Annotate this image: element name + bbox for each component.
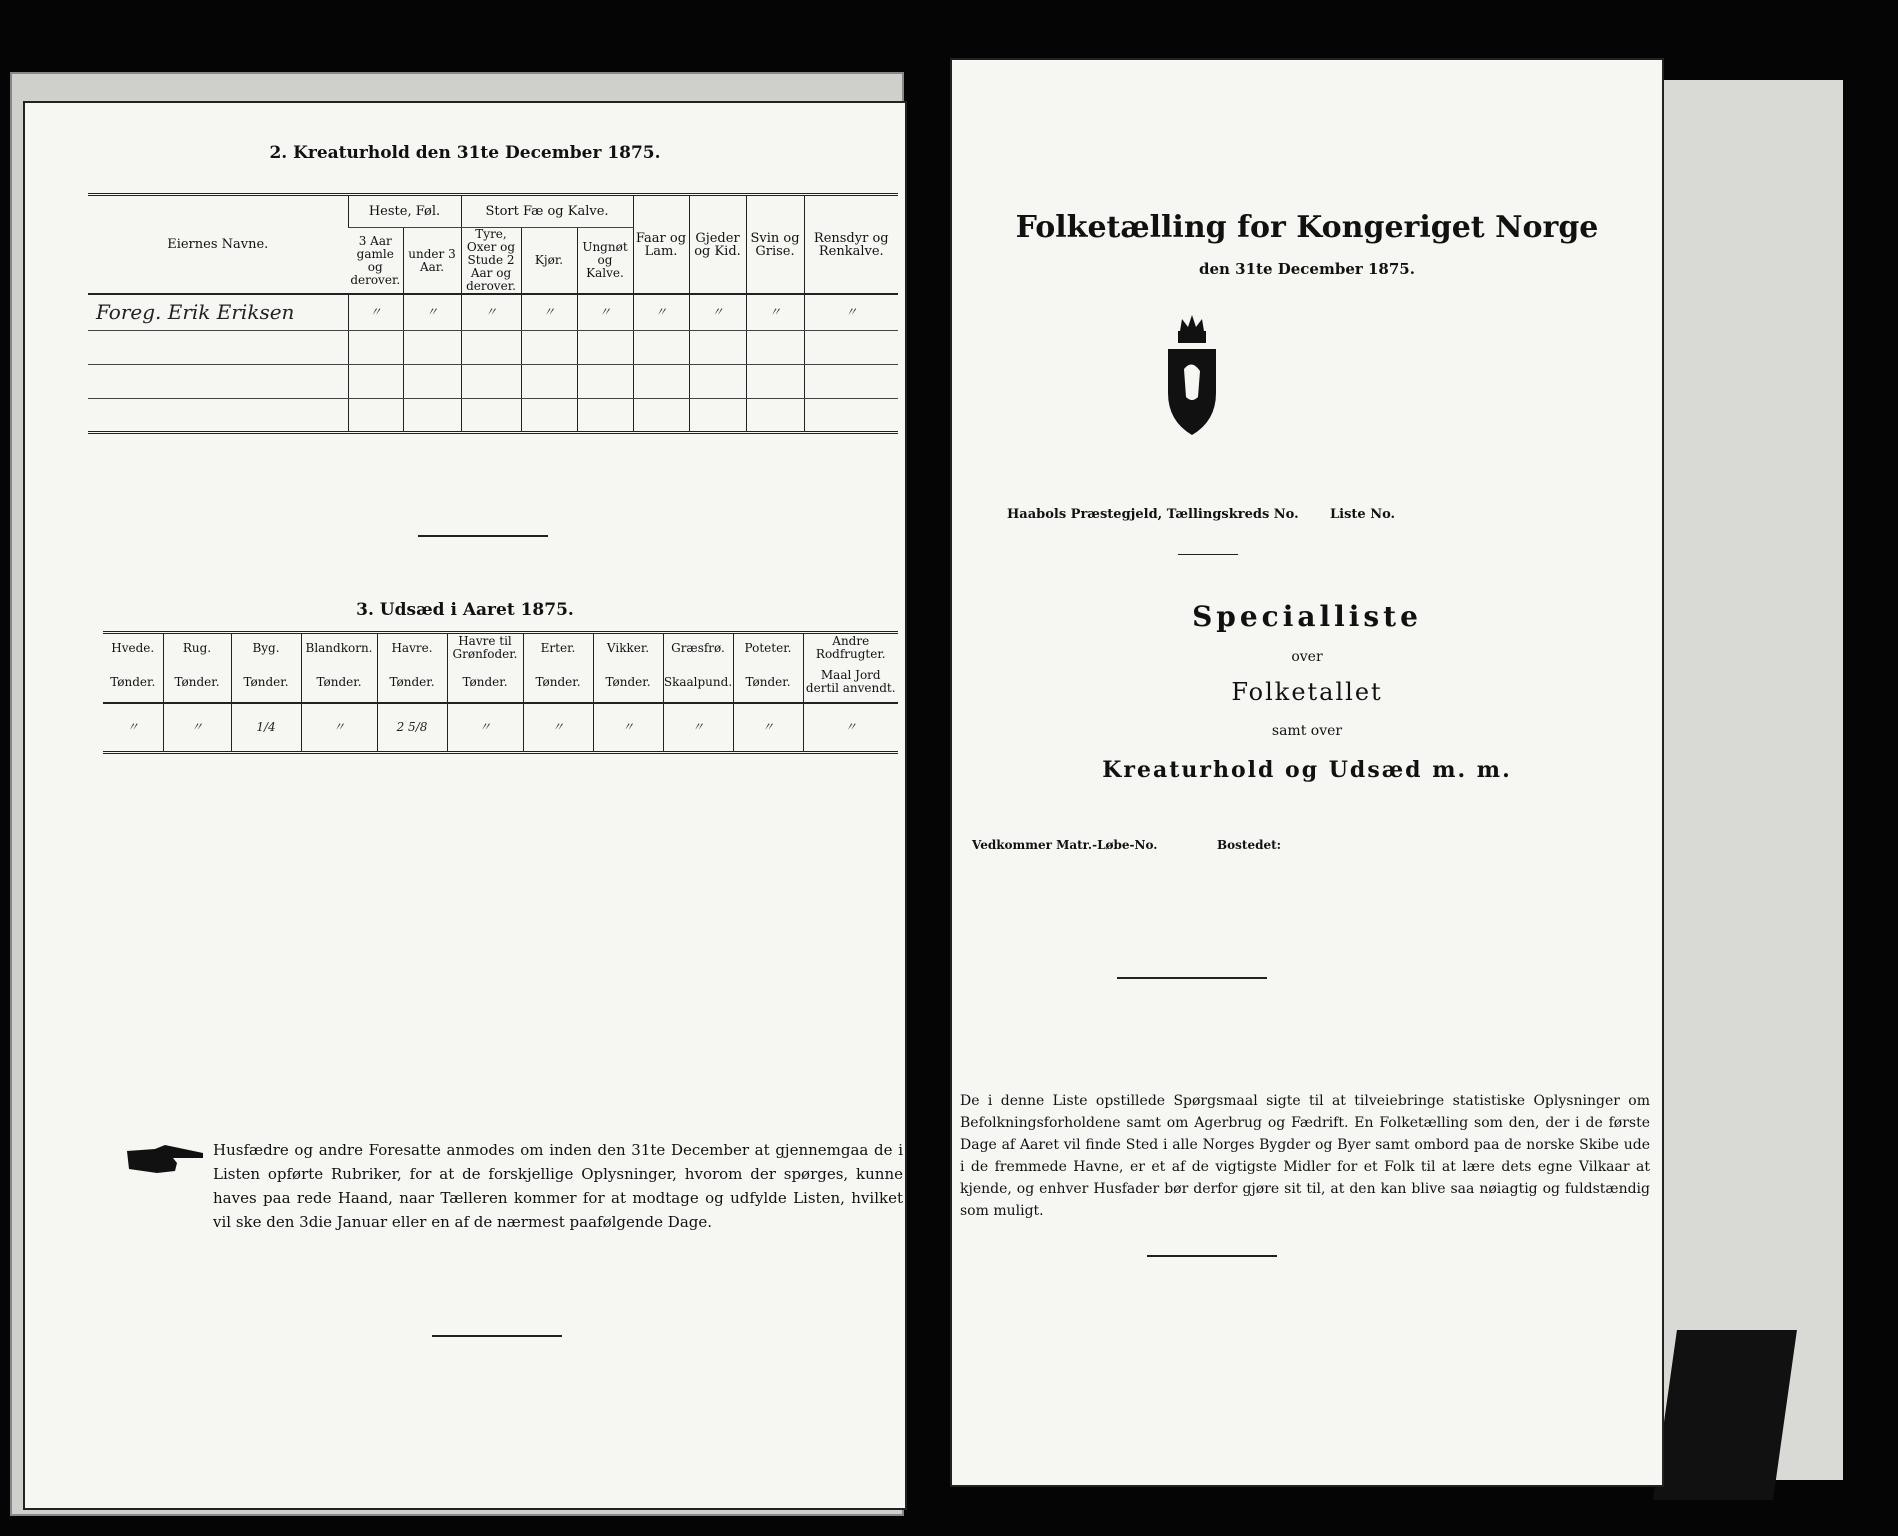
value-cell: 〃 — [633, 294, 689, 330]
matrikkel-label: Vedkommer Matr.-Løbe-No. — [972, 838, 1158, 852]
seed-value: 2 5/8 — [377, 703, 447, 753]
pointing-hand-icon — [125, 1143, 205, 1177]
table-row — [88, 364, 898, 398]
seed-crop-header: Hvede. — [103, 633, 163, 663]
population-title: Folketallet — [1231, 678, 1383, 706]
seed-value: 〃 — [163, 703, 231, 753]
seed-unit-header: Skaalpund. — [663, 663, 733, 703]
horse-young-header: under 3 Aar. — [403, 228, 461, 295]
table-row — [88, 294, 898, 330]
seed-value: 〃 — [103, 703, 163, 753]
seed-value: 〃 — [523, 703, 593, 753]
special-list-title: Specialliste — [1192, 600, 1422, 633]
seed-crop-header: Vikker. — [593, 633, 663, 663]
residence-label: Bostedet: — [1217, 838, 1282, 852]
owner-name: Foreg. Erik Eriksen — [88, 294, 348, 330]
form-title: Folketælling for Kongeriget Norge — [1015, 210, 1599, 245]
samt-over-label: samt over — [1271, 723, 1343, 739]
over-label: over — [1291, 649, 1323, 665]
seed-unit-header: Tønder. — [733, 663, 803, 703]
seed-unit-header: Maal Jord dertil anvendt. — [803, 663, 898, 703]
value-cell: 〃 — [521, 294, 577, 330]
seed-unit-header: Tønder. — [447, 663, 523, 703]
seed-unit-header: Tønder. — [593, 663, 663, 703]
reindeer-header: Rensdyr og Renkalve. — [804, 195, 898, 295]
seed-value: 〃 — [301, 703, 377, 753]
seed-table — [103, 631, 898, 754]
seed-unit-header: Tønder. — [301, 663, 377, 703]
divider — [1147, 1255, 1277, 1257]
seed-crop-header: Poteter. — [733, 633, 803, 663]
right-page-strip — [1640, 80, 1843, 1480]
value-cell: 〃 — [461, 294, 521, 330]
horse-group-header: Heste, Føl. — [348, 195, 461, 228]
pigs-header: Svin og Grise. — [746, 195, 804, 295]
seed-value: 〃 — [733, 703, 803, 753]
value-cell: 〃 — [804, 294, 898, 330]
livestock-table — [88, 193, 898, 434]
value-cell: 〃 — [348, 294, 403, 330]
seed-value: 〃 — [803, 703, 898, 753]
footer-text: De i denne Liste opstillede Spørgsmaal sigte til at tilveiebringe statistiske Oplysninger om Befolkningsforholdene samt om Agerbrug og Fædrift. En Folketælling som den, der i de første Dage af Aaret vil finde Sted i alle Norges Bygder og Byer samt ombord paa de norske Skibe ude i de fremmede Havne, er et af de vigtigste Midler for et Folk til at lære dets egne Vilkaar at kjende, og enhver Husfader bør derfor gjøre sit til, at den kan blive saa nøiagtig og fuldstændig som muligt. — [960, 1093, 1650, 1219]
cattle-group-header: Stort Fæ og Kalve. — [461, 195, 633, 228]
seed-value: 〃 — [663, 703, 733, 753]
horse-adult-header: 3 Aar gamle og derover. — [348, 228, 403, 295]
seed-unit-header: Tønder. — [377, 663, 447, 703]
section3-title: 3. Udsæd i Aaret 1875. — [356, 600, 574, 620]
form-date: den 31te December 1875. — [1199, 260, 1415, 278]
seed-crop-header: Havre til Grønfoder. — [447, 633, 523, 663]
seed-crop-header: Byg. — [231, 633, 301, 663]
parish-line: Haabols Præstegjeld, Tællingskreds No. — [1007, 507, 1299, 522]
value-cell: 〃 — [746, 294, 804, 330]
divider — [418, 535, 548, 537]
seed-value: 〃 — [447, 703, 523, 753]
coat-of-arms-icon — [1162, 313, 1222, 439]
value-cell: 〃 — [689, 294, 746, 330]
seed-value: 〃 — [593, 703, 663, 753]
sheep-header: Faar og Lam. — [633, 195, 689, 295]
owner-column-header: Eiernes Navne. — [88, 195, 348, 295]
left-page — [25, 103, 905, 1508]
table-row — [88, 398, 898, 432]
seed-crop-header: Havre. — [377, 633, 447, 663]
seed-unit-header: Tønder. — [103, 663, 163, 703]
goats-header: Gjeder og Kid. — [689, 195, 746, 295]
value-cell: 〃 — [577, 294, 633, 330]
divider — [1178, 554, 1238, 555]
seed-unit-header: Tønder. — [523, 663, 593, 703]
livestock-seed-title: Kreaturhold og Udsæd m. m. — [1102, 757, 1512, 783]
table-row — [88, 330, 898, 364]
seed-value: 1/4 — [231, 703, 301, 753]
divider — [1117, 977, 1267, 979]
seed-crop-header: Græsfrø. — [663, 633, 733, 663]
seed-unit-header: Tønder. — [163, 663, 231, 703]
seed-crop-header: Rug. — [163, 633, 231, 663]
page-edge — [1653, 1330, 1797, 1500]
seed-crop-header: Erter. — [523, 633, 593, 663]
table-row — [103, 703, 898, 753]
seed-crop-header: Blandkorn. — [301, 633, 377, 663]
seed-unit-header: Tønder. — [231, 663, 301, 703]
list-number-label: Liste No. — [1330, 507, 1396, 522]
cattle-bulls-header: Tyre, Oxer og Stude 2 Aar og derover. — [461, 228, 521, 295]
cattle-young-header: Ungnøt og Kalve. — [577, 228, 633, 295]
value-cell: 〃 — [403, 294, 461, 330]
divider — [432, 1335, 562, 1337]
seed-crop-header: Andre Rodfrugter. — [803, 633, 898, 663]
right-page — [952, 60, 1662, 1485]
section2-title: 2. Kreaturhold den 31te December 1875. — [269, 143, 661, 163]
cattle-cows-header: Kjør. — [521, 228, 577, 295]
notice-text: Husfædre og andre Foresatte anmodes om inden den 31te December at gjennemgaa de i Listen opførte Rubriker, for at de forskjellige Oplysninger, hvorom der spørges, kunne haves paa rede Haand, naar Tælleren kommer for at modtage og udfylde Listen, hvilket vil ske den 3die Januar eller en af de nærmest paafølgende Dage. — [213, 1141, 903, 1231]
